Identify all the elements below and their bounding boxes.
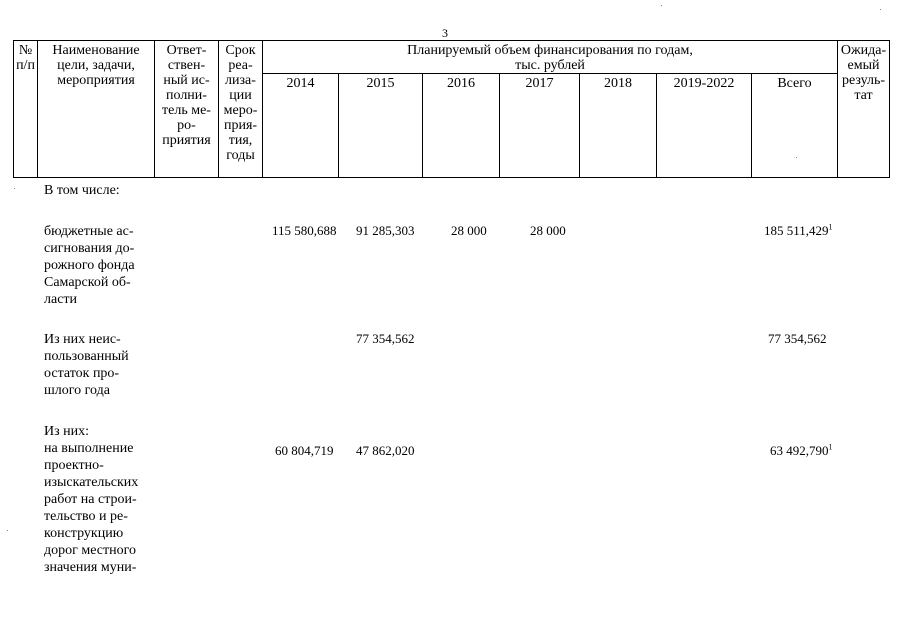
- budget-2014-value: 115 580,688: [272, 223, 337, 238]
- header-name: Наименование цели, задачи, мероприятия: [38, 41, 155, 178]
- unused-2015-value: 77 354,562: [356, 331, 415, 346]
- budget-2015-value: 91 285,303: [356, 223, 415, 238]
- design-2015-value: 47 862,020: [356, 443, 415, 458]
- unused-total-value: 77 354,562: [768, 331, 827, 346]
- row-label-budget: бюджетные ас- сигнования до- рожного фонда Самарской об- ласти: [44, 224, 135, 307]
- row-label-design-survey: Из них: на выполнение проектно- изыскательских работ на строи- тельство и ре- конструкцию дорог местного значения муни-: [44, 424, 139, 575]
- header-number: № п/п: [14, 41, 38, 178]
- page-number: 3: [442, 26, 448, 40]
- row-label-in-total: В том числе:: [44, 183, 120, 198]
- budget-total-footnote: 1: [828, 222, 833, 232]
- budget-2016-value: 28 000: [451, 223, 487, 238]
- scan-speck: [7, 530, 8, 531]
- header-year-2019-2022: 2019-2022: [657, 74, 752, 178]
- design-2014-value: 60 804,719: [275, 443, 334, 458]
- header-year-2015: 2015: [339, 74, 423, 178]
- budget-total-value: [764, 223, 833, 239]
- header-year-2016: 2016: [423, 74, 500, 178]
- row-label-unused-balance: Из них неис- пользованный остаток про- шлого года: [44, 332, 129, 398]
- scan-speck: [880, 9, 881, 10]
- header-year-2018: 2018: [580, 74, 657, 178]
- scan-speck: [796, 157, 797, 158]
- budget-total-amount: 185 511,429: [764, 223, 829, 238]
- header-responsible: Ответ- ствен- ный ис- полни- тель ме- ро- приятия: [155, 41, 219, 178]
- budget-2017-value: 28 000: [530, 223, 566, 238]
- header-year-2014: 2014: [263, 74, 339, 178]
- header-year-2017: 2017: [500, 74, 580, 178]
- header-result: Ожида- емый резуль- тат: [838, 41, 890, 178]
- header-total: Всего: [752, 74, 838, 178]
- scan-speck: [661, 5, 662, 6]
- financing-table-header: [13, 40, 890, 178]
- design-total-footnote: 1: [828, 442, 833, 452]
- header-term: Срок реа- лиза- ции меро- прия- тия, годы: [219, 41, 263, 178]
- design-total-value: [770, 443, 833, 459]
- design-total-amount: 63 492,790: [770, 443, 829, 458]
- header-funding: Планируемый объем финансирования по годам, тыс. рублей: [263, 41, 838, 74]
- scan-speck: [14, 188, 15, 189]
